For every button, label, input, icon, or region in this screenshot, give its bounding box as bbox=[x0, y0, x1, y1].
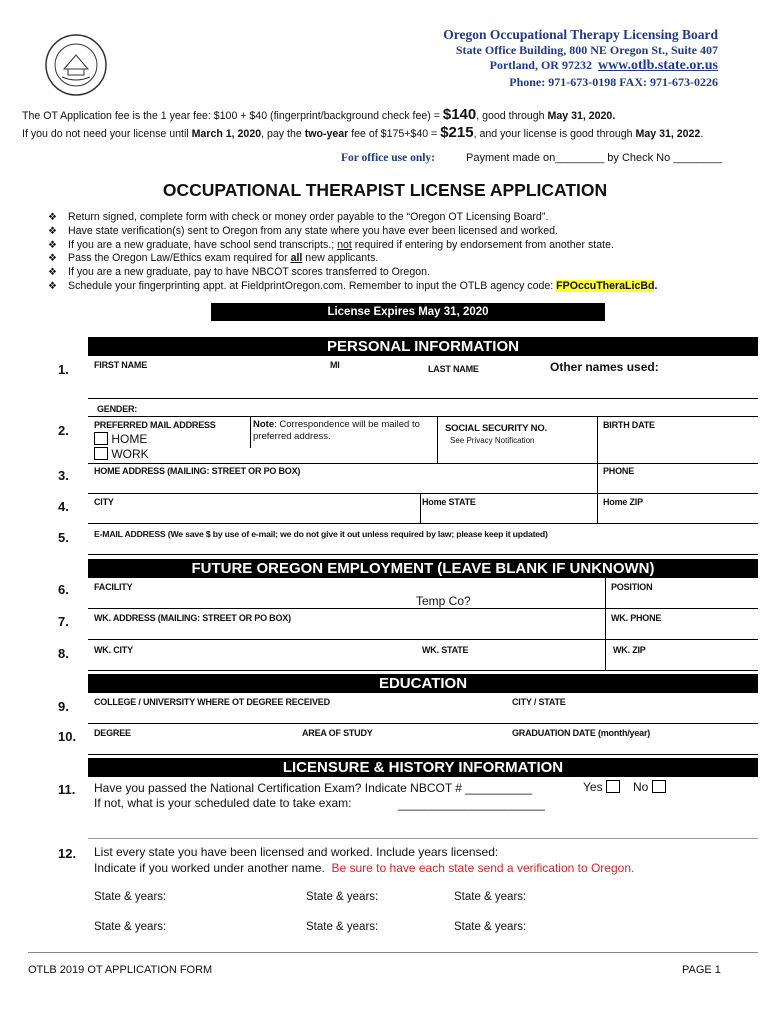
state-years-field[interactable]: State & years: bbox=[454, 921, 527, 933]
first-name-field[interactable] bbox=[90, 356, 758, 398]
fee-amount-140: $140 bbox=[442, 106, 477, 123]
gender-label: GENDER: bbox=[97, 404, 138, 414]
fee-text: The OT Application fee is the 1 year fee: $100 + $40 (fingerprint/background check fee) = bbox=[22, 110, 443, 122]
email-label: E-MAIL ADDRESS (We save $ by use of e-mail; we do not give it out unless required by law; please keep it updated) bbox=[94, 529, 548, 539]
fee-text: . bbox=[700, 128, 704, 140]
instruction-item bbox=[48, 280, 748, 294]
home-checkbox[interactable] bbox=[94, 432, 108, 445]
form-id: OTLB 2019 OT APPLICATION FORM bbox=[28, 964, 213, 976]
work-option[interactable] bbox=[94, 447, 149, 461]
row-number: 10. bbox=[58, 729, 77, 744]
board-city-web bbox=[490, 58, 718, 74]
seal-icon bbox=[44, 33, 108, 97]
state-years-field[interactable]: State & years: bbox=[306, 891, 379, 903]
licensure-heading: LICENSURE & HISTORY INFORMATION bbox=[88, 758, 758, 777]
exam-date-field[interactable]: ______________________ bbox=[398, 797, 545, 811]
nbcot-question: Have you passed the National Certification Exam? Indicate NBCOT # __________ bbox=[94, 781, 533, 795]
fee-date: May 31, 2022 bbox=[635, 128, 701, 140]
board-name: Oregon Occupational Therapy Licensing Board bbox=[443, 27, 718, 42]
home-zip-label: Home ZIP bbox=[603, 497, 643, 507]
instruction-text: required if entering by endorsement from another state. bbox=[351, 238, 614, 251]
personal-info-heading: PERSONAL INFORMATION bbox=[88, 337, 758, 356]
row-number: 2. bbox=[58, 423, 69, 438]
another-name-line bbox=[94, 861, 634, 875]
fee-text: , and your license is good through bbox=[473, 128, 636, 140]
row-number: 12. bbox=[58, 846, 77, 861]
education-heading: EDUCATION bbox=[88, 674, 758, 693]
work-address-label: WK. ADDRESS (MAILING: STREET OR PO BOX) bbox=[94, 613, 291, 623]
board-city: Portland, OR 97232 bbox=[489, 58, 592, 72]
college-label: COLLEGE / UNIVERSITY WHERE OT DEGREE RECEIVED bbox=[94, 697, 330, 707]
state-seal bbox=[44, 33, 108, 97]
instruction-list bbox=[48, 211, 748, 294]
row-number: 3. bbox=[58, 468, 69, 483]
board-phone: Phone: 971-673-0198 FAX: 971-673-0226 bbox=[509, 75, 718, 89]
fee-date: May 31, 2020. bbox=[547, 110, 616, 122]
work-checkbox[interactable] bbox=[94, 447, 108, 460]
area-of-study-label: AREA OF STUDY bbox=[302, 728, 373, 738]
yes-option[interactable] bbox=[583, 780, 620, 794]
row-number: 4. bbox=[58, 499, 69, 514]
another-name-text: Indicate if you worked under another name. bbox=[94, 861, 325, 875]
instruction-item: ❖ Return signed, complete form with check or money order payable to the “Oregon OT Licensing Board”. bbox=[48, 211, 748, 225]
instruction-item bbox=[48, 239, 748, 253]
payment-line: Payment made on________ by Check No ________ bbox=[466, 152, 723, 164]
fee-line-1 bbox=[22, 106, 615, 123]
no-label: No bbox=[633, 780, 649, 794]
row-number: 5. bbox=[58, 530, 69, 545]
page-number: PAGE 1 bbox=[682, 964, 721, 976]
yes-checkbox[interactable] bbox=[606, 780, 620, 793]
yes-label: Yes bbox=[583, 780, 603, 794]
row-number: 11. bbox=[58, 782, 76, 797]
temp-co-label: Temp Co? bbox=[416, 594, 471, 608]
form-title: OCCUPATIONAL THERAPIST LICENSE APPLICATION bbox=[162, 180, 608, 200]
fee-term: two-year bbox=[304, 128, 349, 140]
state-years-field[interactable]: State & years: bbox=[94, 921, 167, 933]
exam-date-question: If not, what is your scheduled date to take exam: bbox=[94, 796, 352, 810]
website-link[interactable]: www.otlb.state.or.us bbox=[597, 58, 718, 73]
row-number: 8. bbox=[58, 646, 69, 661]
instruction-text: Pass the Oregon Law/Ethics exam required for bbox=[68, 252, 291, 265]
last-name-label: LAST NAME bbox=[428, 364, 479, 374]
license-expires-banner: License Expires May 31, 2020 bbox=[211, 303, 605, 321]
first-name-label: FIRST NAME bbox=[94, 360, 147, 370]
work-city-label: WK. CITY bbox=[94, 645, 133, 655]
phone-label: PHONE bbox=[603, 466, 635, 476]
position-label: POSITION bbox=[611, 582, 653, 592]
no-checkbox[interactable] bbox=[652, 780, 666, 793]
note-label: Note bbox=[253, 419, 275, 430]
fee-text: If you do not need your license until bbox=[22, 128, 192, 140]
instruction-text: new applicants. bbox=[302, 252, 379, 265]
fee-line-2 bbox=[22, 124, 703, 141]
ssn-label: SOCIAL SECURITY NO. bbox=[445, 423, 547, 434]
row-number: 9. bbox=[58, 699, 69, 714]
fee-text: , good through bbox=[476, 110, 548, 122]
mi-label: MI bbox=[330, 360, 340, 370]
instruction-text: . bbox=[654, 279, 658, 292]
graduation-date-label: GRADUATION DATE (month/year) bbox=[512, 728, 651, 738]
instruction-item: ❖ Have state verification(s) sent to Oregon from any state where you have ever been licensed and worked. bbox=[48, 225, 748, 239]
home-state-label: Home STATE bbox=[422, 497, 476, 507]
instruction-text: If you are a new graduate, have school send transcripts.; bbox=[68, 238, 338, 251]
work-zip-label: WK. ZIP bbox=[613, 645, 646, 655]
instruction-emphasis: not bbox=[337, 238, 352, 251]
state-years-field[interactable]: State & years: bbox=[306, 921, 379, 933]
board-address: State Office Building, 800 NE Oregon St., Suite 407 bbox=[455, 43, 718, 57]
fee-date: March 1, 2020 bbox=[191, 128, 262, 140]
other-names-label: Other names used: bbox=[550, 360, 659, 374]
instruction-item bbox=[48, 252, 748, 266]
row-number: 1. bbox=[58, 362, 69, 377]
verification-warning: Be sure to have each state send a verification to Oregon. bbox=[331, 861, 635, 875]
facility-label: FACILITY bbox=[94, 582, 133, 592]
office-use-label: For office use only: bbox=[341, 152, 436, 164]
home-option-label: HOME bbox=[111, 432, 148, 446]
ssn-note: See Privacy Notification bbox=[450, 436, 535, 445]
state-years-field[interactable]: State & years: bbox=[94, 891, 167, 903]
instruction-item: ❖ If you are a new graduate, pay to have NBCOT scores transferred to Oregon. bbox=[48, 266, 748, 280]
row-number: 7. bbox=[58, 614, 69, 629]
employment-heading: FUTURE OREGON EMPLOYMENT (LEAVE BLANK IF UNKNOWN) bbox=[88, 559, 758, 578]
fee-amount-215: $215 bbox=[440, 124, 474, 141]
degree-label: DEGREE bbox=[94, 728, 131, 738]
row-number: 6. bbox=[58, 582, 69, 597]
fee-text: , pay the bbox=[261, 128, 305, 140]
fee-text: fee of $175+$40 = bbox=[348, 128, 441, 140]
states-question: List every state you have been licensed and worked. Include years licensed: bbox=[94, 845, 499, 859]
correspondence-note bbox=[253, 419, 433, 442]
work-phone-label: WK. PHONE bbox=[611, 613, 662, 623]
birth-date-label: BIRTH DATE bbox=[603, 420, 655, 430]
note-text: : Correspondence will be mailed to preferred address. bbox=[253, 419, 420, 442]
preferred-mail-label: PREFERRED MAIL ADDRESS bbox=[94, 420, 216, 430]
work-state-label: WK. STATE bbox=[422, 645, 469, 655]
home-address-label: HOME ADDRESS (MAILING: STREET OR PO BOX) bbox=[94, 466, 301, 476]
work-option-label: WORK bbox=[111, 447, 149, 461]
instruction-emphasis: all bbox=[290, 252, 303, 265]
city-label: CITY bbox=[94, 497, 114, 507]
state-years-field[interactable]: State & years: bbox=[454, 891, 527, 903]
city-state-label: CITY / STATE bbox=[512, 697, 566, 707]
agency-code: FPOccuTheraLicBd bbox=[556, 279, 655, 292]
no-option[interactable] bbox=[633, 780, 666, 794]
instruction-text: Schedule your fingerprinting appt. at FieldprintOregon.com. Remember to input the OTLB agency code: bbox=[68, 279, 557, 292]
home-option[interactable] bbox=[94, 432, 147, 446]
